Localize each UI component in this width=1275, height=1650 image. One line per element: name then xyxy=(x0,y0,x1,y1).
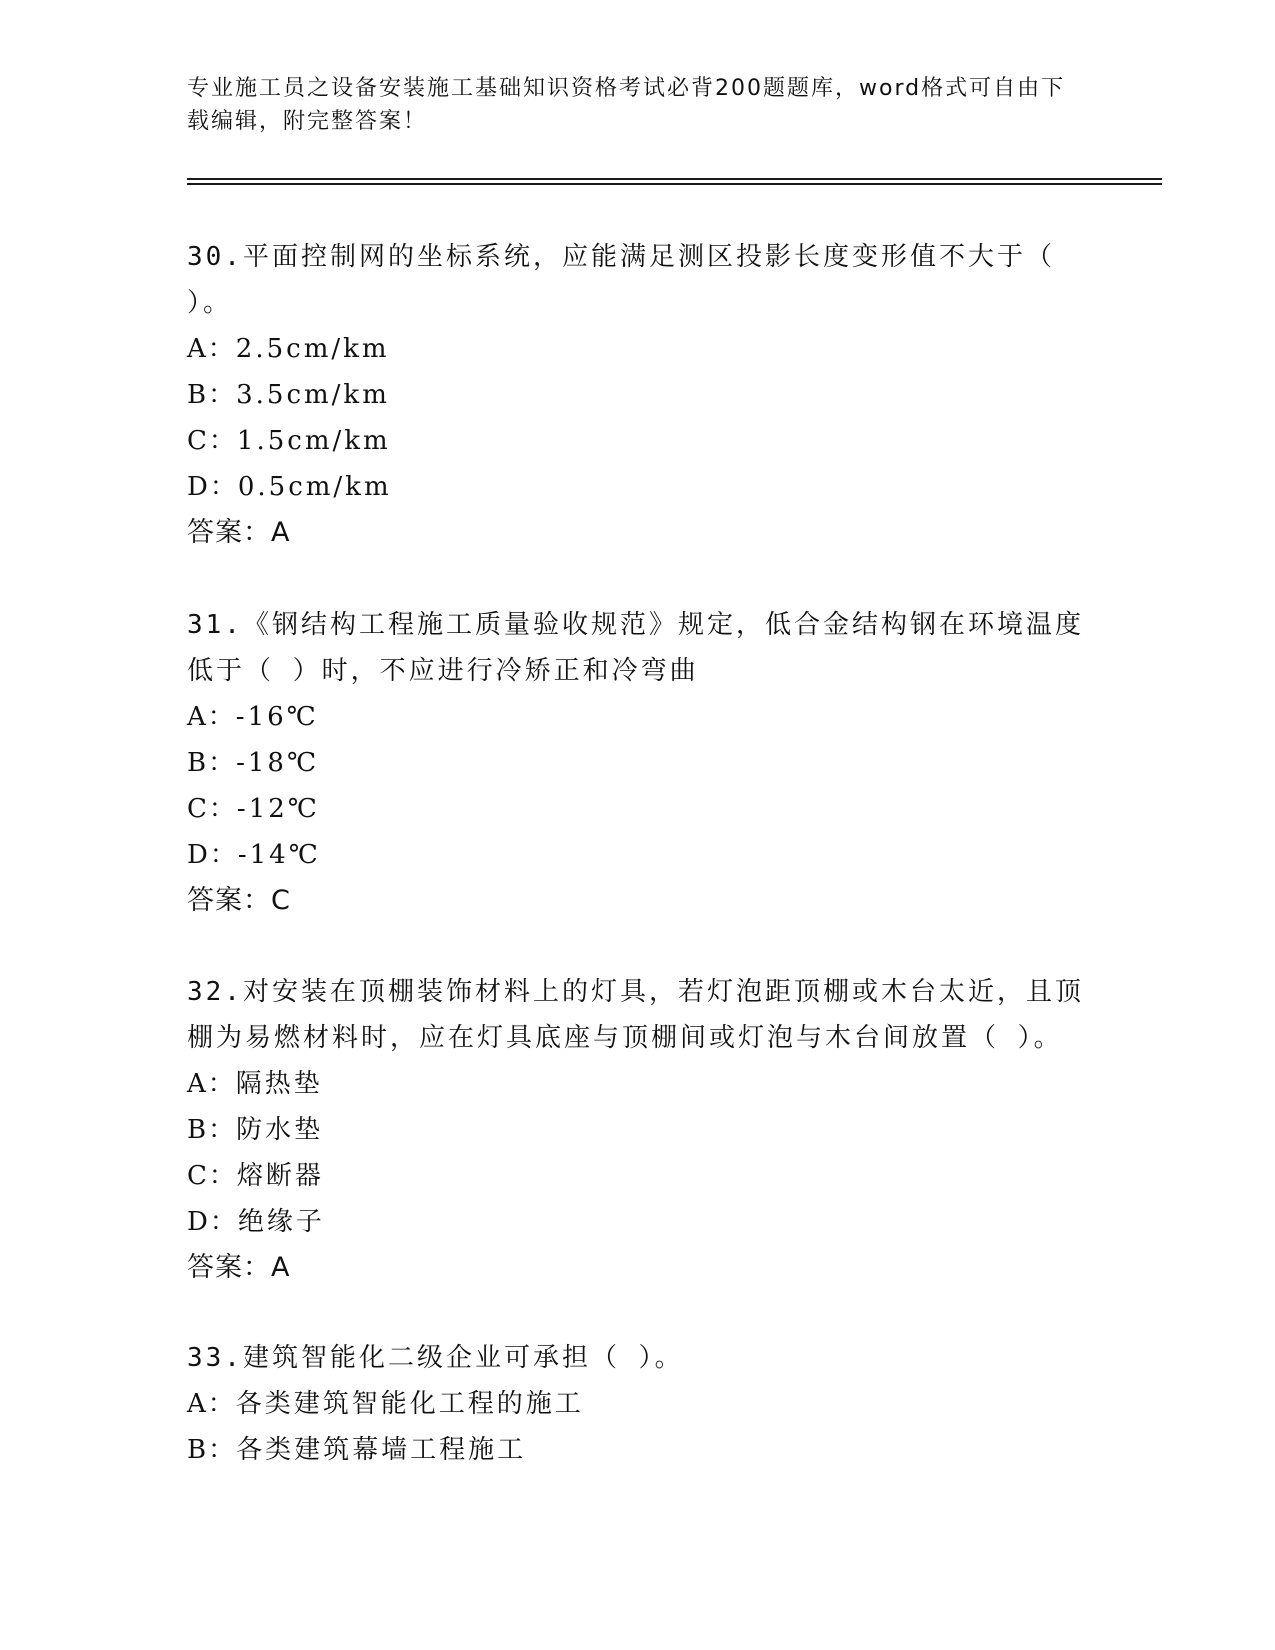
option-d xyxy=(187,464,1087,510)
option-letter: B： xyxy=(187,1435,237,1465)
option-a xyxy=(187,1061,1087,1107)
option-d xyxy=(187,1199,1087,1245)
option-b xyxy=(187,1107,1087,1153)
option-letter: A： xyxy=(187,334,236,364)
option-letter: B： xyxy=(187,380,237,410)
option-c xyxy=(187,418,1087,464)
option-letter: C： xyxy=(187,1161,237,1191)
option-letter: C： xyxy=(187,794,237,824)
question-stem: 31.《钢结构工程施工质量验收规范》规定，低合金结构钢在环境温度低于（ ）时，不应进行冷矫正和冷弯曲 xyxy=(187,610,1084,686)
option-letter: B： xyxy=(187,1115,237,1145)
option-text: -14℃ xyxy=(237,840,321,870)
option-text: 1.5cm/km xyxy=(236,426,391,456)
option-c xyxy=(187,1153,1087,1199)
option-letter: D： xyxy=(187,840,238,870)
option-text: 2.5cm/km xyxy=(235,334,390,364)
option-letter: C： xyxy=(187,426,237,456)
question-stem: 32.对安装在顶棚装饰材料上的灯具，若灯泡距顶棚或木台太近，且顶棚为易燃材料时，应在灯具底座与顶棚间或灯泡与木台间放置（ ）。 xyxy=(187,977,1084,1053)
answer-line: 答案：C xyxy=(187,885,291,916)
option-b xyxy=(187,372,1087,418)
option-text: 防水垫 xyxy=(236,1115,324,1145)
question-30 xyxy=(187,234,1087,556)
answer-line: 答案：A xyxy=(187,517,291,548)
option-text: -16℃ xyxy=(235,702,319,732)
option-text: 3.5cm/km xyxy=(236,380,390,410)
option-a xyxy=(187,694,1087,740)
option-letter: D： xyxy=(187,472,238,502)
question-33 xyxy=(187,1335,1087,1473)
option-letter: A： xyxy=(187,1389,236,1419)
option-c xyxy=(187,786,1087,832)
header-text: 专业施工员之设备安装施工基础知识资格考试必背200题题库，word格式可自由下载编辑，附完整答案！ xyxy=(187,76,1066,134)
option-text: -18℃ xyxy=(236,748,320,778)
option-text: 各类建筑幕墙工程施工 xyxy=(236,1435,527,1465)
option-d xyxy=(187,832,1087,878)
option-b xyxy=(187,740,1087,786)
option-letter: B： xyxy=(187,748,237,778)
option-letter: A： xyxy=(187,1069,236,1099)
header-divider-bottom xyxy=(187,183,1162,185)
option-text: 各类建筑智能化工程的施工 xyxy=(235,1389,584,1419)
option-letter: D： xyxy=(187,1207,238,1237)
option-letter: A： xyxy=(187,702,236,732)
option-a xyxy=(187,326,1087,372)
question-32 xyxy=(187,969,1087,1291)
option-text: 0.5cm/km xyxy=(237,472,392,502)
option-text: 绝缘子 xyxy=(237,1207,325,1237)
header-divider-top xyxy=(187,178,1162,180)
option-text: 熔断器 xyxy=(236,1161,324,1191)
question-31 xyxy=(187,602,1087,924)
document-header xyxy=(187,72,1087,138)
option-text: -12℃ xyxy=(236,794,320,824)
option-text: 隔热垫 xyxy=(235,1069,323,1099)
answer-line: 答案：A xyxy=(187,1252,291,1283)
question-stem: 30.平面控制网的坐标系统，应能满足测区投影长度变形值不大于（ ）。 xyxy=(187,242,1055,318)
option-a xyxy=(187,1381,1087,1427)
option-b xyxy=(187,1427,1087,1473)
question-stem: 33.建筑智能化二级企业可承担（ ）。 xyxy=(187,1343,684,1373)
